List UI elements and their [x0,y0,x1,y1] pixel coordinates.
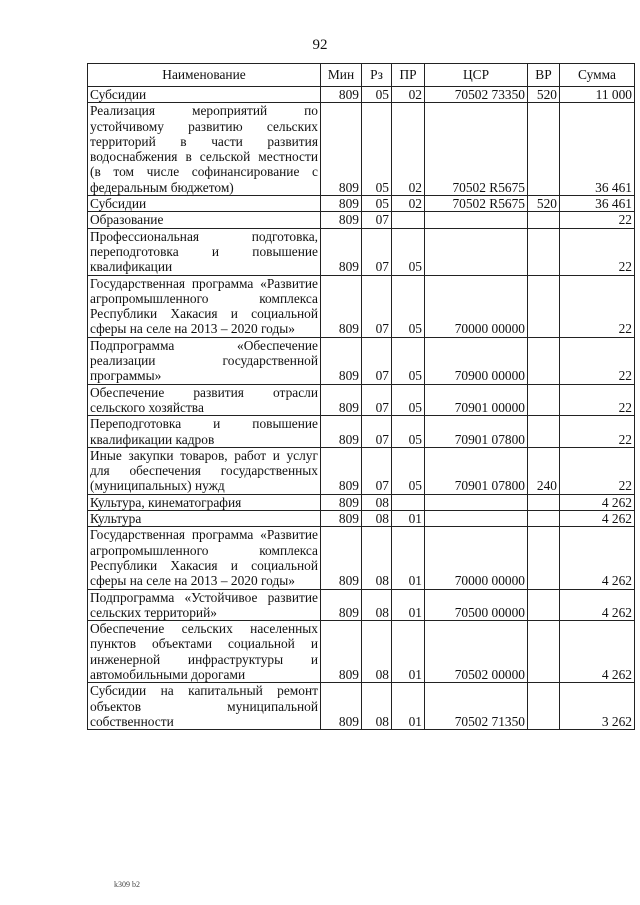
cell-vr: 520 [528,87,560,103]
cell-name: Обеспечение сельских населенных пунктов объектами социальной и инженерной инфраструктуры и автомобильными дорогами [88,621,321,683]
cell-sum: 22 [560,275,635,337]
cell-min: 809 [321,228,362,275]
cell-csr: 70500 00000 [425,589,528,621]
cell-sum: 4 262 [560,621,635,683]
budget-table [87,63,635,730]
cell-rz: 07 [362,416,392,448]
cell-min: 809 [321,447,362,494]
cell-vr [528,103,560,196]
table-row [88,337,635,384]
table-row [88,527,635,589]
cell-min: 809 [321,337,362,384]
cell-vr [528,511,560,527]
table-row [88,447,635,494]
cell-name: Переподготовка и повышение квалификации кадров [88,416,321,448]
cell-pr: 01 [392,683,425,730]
cell-min: 809 [321,196,362,212]
cell-name: Государственная программа «Развитие агропромышленного комплекса Республики Хакасия и социальной сферы на селе на 2013 – 2020 годы» [88,527,321,589]
cell-min: 809 [321,275,362,337]
cell-csr: 70502 R5675 [425,196,528,212]
cell-min: 809 [321,621,362,683]
table-row [88,621,635,683]
header-vr: ВР [528,64,560,87]
cell-pr: 05 [392,228,425,275]
cell-vr: 520 [528,196,560,212]
page-number: 92 [312,37,328,53]
cell-min: 809 [321,527,362,589]
cell-pr: 05 [392,416,425,448]
cell-csr [425,228,528,275]
cell-name: Субсидии [88,196,321,212]
cell-name: Подпрограмма «Устойчивое развитие сельских территорий» [88,589,321,621]
cell-name: Подпрограмма «Обеспечение реализации государственной программы» [88,337,321,384]
cell-csr [425,212,528,228]
cell-vr [528,275,560,337]
cell-pr: 01 [392,589,425,621]
cell-vr: 240 [528,447,560,494]
cell-min: 809 [321,511,362,527]
cell-rz: 07 [362,384,392,416]
cell-name: Культура, кинематография [88,494,321,510]
cell-rz: 07 [362,212,392,228]
cell-vr [528,416,560,448]
header-pr: ПР [392,64,425,87]
cell-csr: 70900 00000 [425,337,528,384]
footer-code: k309 b2 [114,880,140,889]
cell-csr: 70000 00000 [425,527,528,589]
cell-pr: 01 [392,511,425,527]
cell-name: Субсидии [88,87,321,103]
cell-sum: 11 000 [560,87,635,103]
cell-rz: 08 [362,494,392,510]
cell-vr [528,621,560,683]
cell-sum: 36 461 [560,196,635,212]
cell-vr [528,494,560,510]
header-name: Наименование [88,64,321,87]
cell-pr [392,494,425,510]
cell-min: 809 [321,416,362,448]
cell-name: Реализация мероприятий по устойчивому развитию сельских территорий в части развития водоснабжения в сельской местности (в том числе софинансирование с федеральным бюджетом) [88,103,321,196]
cell-rz: 07 [362,447,392,494]
cell-rz: 07 [362,228,392,275]
cell-name: Культура [88,511,321,527]
cell-pr: 01 [392,527,425,589]
table-row [88,511,635,527]
cell-pr: 05 [392,384,425,416]
cell-pr: 02 [392,196,425,212]
header-csr: ЦСР [425,64,528,87]
cell-sum: 22 [560,228,635,275]
cell-csr: 70502 00000 [425,621,528,683]
cell-csr [425,494,528,510]
cell-rz: 08 [362,589,392,621]
cell-name: Субсидии на капитальный ремонт объектов муниципальной собственности [88,683,321,730]
cell-csr: 70502 R5675 [425,103,528,196]
table-row [88,228,635,275]
table-body [88,87,635,730]
cell-pr [392,212,425,228]
cell-name: Обеспечение развития отрасли сельского хозяйства [88,384,321,416]
cell-csr: 70901 07800 [425,416,528,448]
cell-sum: 4 262 [560,511,635,527]
cell-sum: 4 262 [560,527,635,589]
cell-rz: 05 [362,87,392,103]
cell-pr: 02 [392,103,425,196]
header-min: Мин [321,64,362,87]
table-row [88,212,635,228]
cell-sum: 22 [560,337,635,384]
cell-pr: 05 [392,447,425,494]
cell-min: 809 [321,494,362,510]
header-rz: Рз [362,64,392,87]
cell-min: 809 [321,589,362,621]
table-row [88,384,635,416]
cell-csr: 70901 00000 [425,384,528,416]
cell-rz: 07 [362,337,392,384]
header-sum: Сумма [560,64,635,87]
cell-rz: 08 [362,683,392,730]
cell-vr [528,337,560,384]
cell-rz: 07 [362,275,392,337]
table-row [88,196,635,212]
cell-sum: 22 [560,384,635,416]
cell-min: 809 [321,683,362,730]
cell-min: 809 [321,212,362,228]
cell-vr [528,384,560,416]
cell-sum: 4 262 [560,589,635,621]
cell-min: 809 [321,87,362,103]
cell-name: Иные закупки товаров, работ и услуг для обеспечения государственных (муниципальных) нужд [88,447,321,494]
table-row [88,589,635,621]
cell-rz: 08 [362,511,392,527]
cell-rz: 08 [362,621,392,683]
cell-sum: 22 [560,447,635,494]
cell-csr: 70502 73350 [425,87,528,103]
cell-sum: 36 461 [560,103,635,196]
cell-pr: 01 [392,621,425,683]
table-row [88,87,635,103]
cell-vr [528,228,560,275]
cell-sum: 22 [560,212,635,228]
table-row [88,275,635,337]
cell-name: Государственная программа «Развитие агропромышленного комплекса Республики Хакасия и социальной сферы на селе на 2013 – 2020 годы» [88,275,321,337]
cell-sum: 3 262 [560,683,635,730]
cell-pr: 02 [392,87,425,103]
cell-min: 809 [321,103,362,196]
cell-rz: 05 [362,103,392,196]
table-row [88,103,635,196]
cell-csr: 70502 71350 [425,683,528,730]
cell-rz: 08 [362,527,392,589]
table-row [88,494,635,510]
cell-pr: 05 [392,337,425,384]
cell-sum: 22 [560,416,635,448]
cell-pr: 05 [392,275,425,337]
cell-vr [528,212,560,228]
cell-vr [528,589,560,621]
cell-min: 809 [321,384,362,416]
cell-name: Профессиональная подготовка, переподготовка и повышение квалификации [88,228,321,275]
cell-rz: 05 [362,196,392,212]
cell-vr [528,683,560,730]
cell-csr [425,511,528,527]
cell-csr: 70901 07800 [425,447,528,494]
cell-sum: 4 262 [560,494,635,510]
header-row [88,64,635,87]
table-row [88,416,635,448]
cell-vr [528,527,560,589]
cell-name: Образование [88,212,321,228]
table-row [88,683,635,730]
cell-csr: 70000 00000 [425,275,528,337]
